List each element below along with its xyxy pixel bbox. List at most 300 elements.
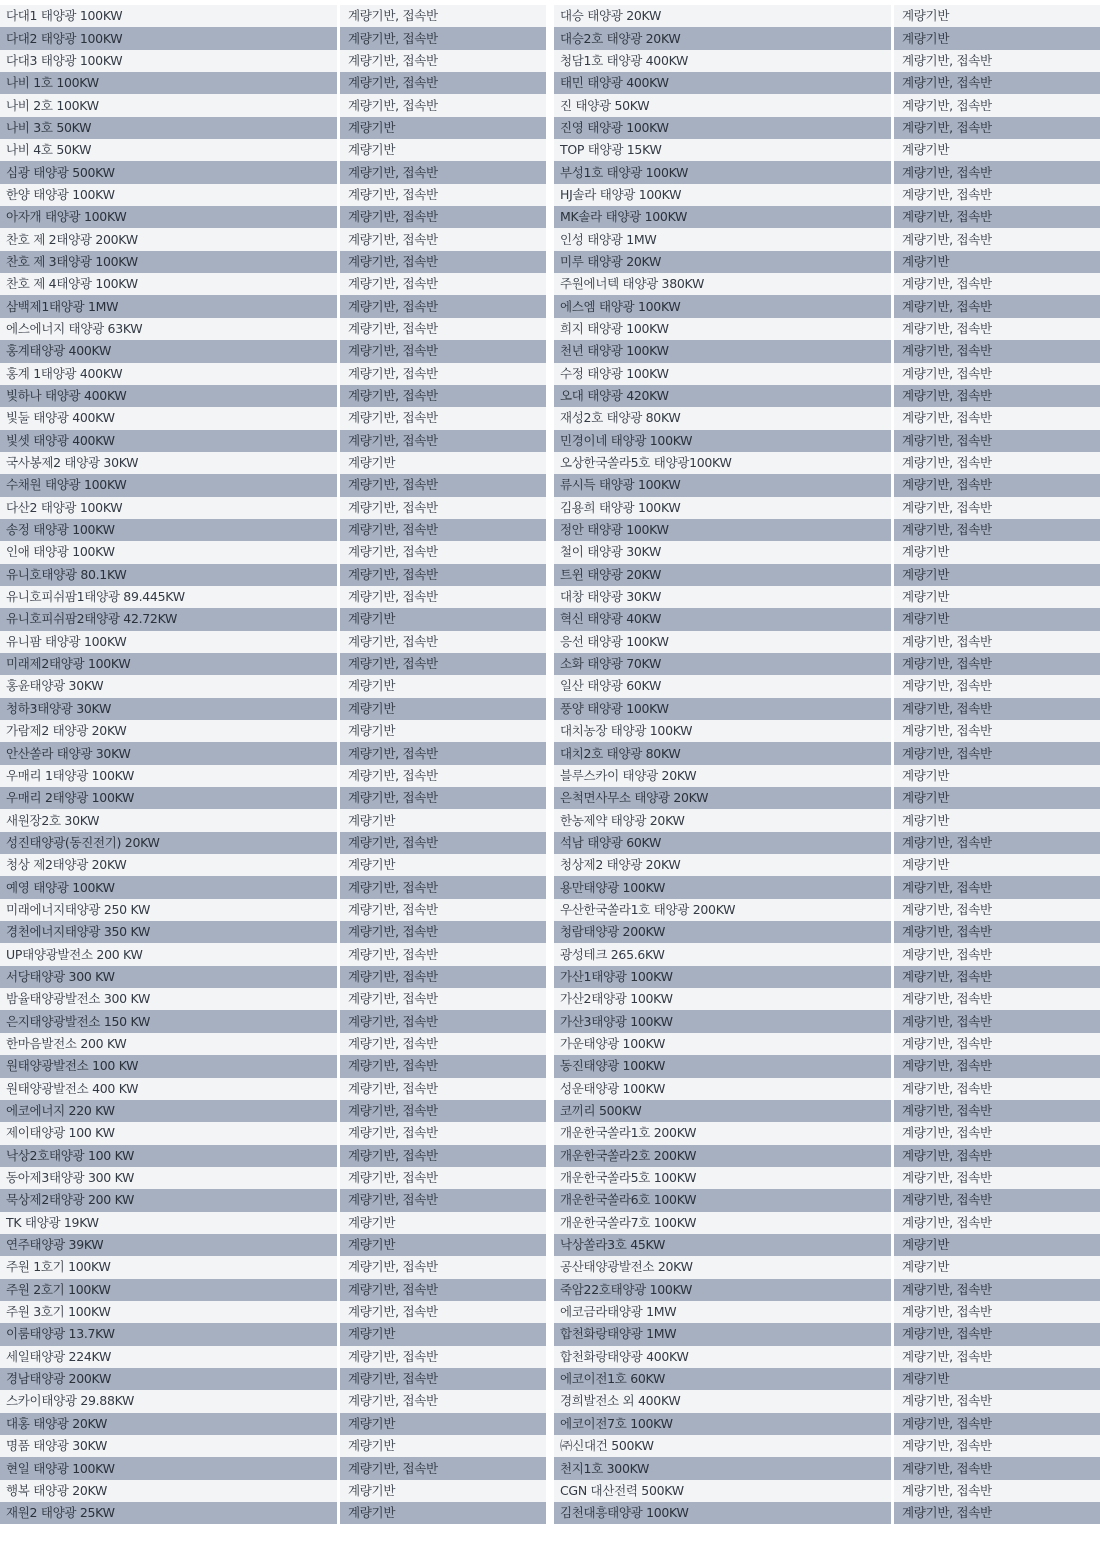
plant-name-cell: 스카이태양광 29.88KW xyxy=(0,1390,340,1412)
equipment-type-cell: 계량기반, 접속반 xyxy=(894,876,1100,898)
plant-name-cell: 개운한국쏠라7호 100KW xyxy=(554,1212,894,1234)
equipment-type-cell: 계량기반, 접속반 xyxy=(340,5,546,27)
equipment-type-cell: 계량기반, 접속반 xyxy=(894,1189,1100,1211)
table-row xyxy=(554,273,1100,295)
equipment-type-cell: 계량기반, 접속반 xyxy=(894,653,1100,675)
table-row xyxy=(0,586,546,608)
plant-name-cell: 청하3태양광 30KW xyxy=(0,698,340,720)
plant-name-cell: 수정 태양광 100KW xyxy=(554,363,894,385)
plant-name-cell: 원태양광발전소 100 KW xyxy=(0,1055,340,1077)
plant-name-cell: 경남태양광 200KW xyxy=(0,1368,340,1390)
equipment-type-cell: 계량기반 xyxy=(340,1480,546,1502)
equipment-type-cell: 계량기반, 접속반 xyxy=(340,586,546,608)
equipment-type-cell: 계량기반, 접속반 xyxy=(894,295,1100,317)
table-row xyxy=(554,430,1100,452)
equipment-type-cell: 계량기반 xyxy=(894,1256,1100,1278)
table-row xyxy=(0,1323,546,1345)
table-row xyxy=(554,608,1100,630)
equipment-type-cell: 계량기반, 접속반 xyxy=(340,385,546,407)
table-row xyxy=(0,295,546,317)
equipment-type-cell: 계량기반, 접속반 xyxy=(340,1279,546,1301)
table-row xyxy=(0,1368,546,1390)
plant-name-cell: 다산2 태양광 100KW xyxy=(0,497,340,519)
plant-name-cell: 가운태양광 100KW xyxy=(554,1033,894,1055)
equipment-type-cell: 계량기반, 접속반 xyxy=(894,1145,1100,1167)
plant-name-cell: 나비 4호 50KW xyxy=(0,139,340,161)
table-row xyxy=(554,1502,1100,1524)
plant-name-cell: 진영 태양광 100KW xyxy=(554,117,894,139)
table-row xyxy=(0,1256,546,1278)
equipment-type-cell: 계량기반, 접속반 xyxy=(340,787,546,809)
plant-name-cell: 미래에너지태양광 250 KW xyxy=(0,899,340,921)
equipment-type-cell: 계량기반, 접속반 xyxy=(340,1078,546,1100)
plant-name-cell: 천지1호 300KW xyxy=(554,1457,894,1479)
equipment-type-cell: 계량기반, 접속반 xyxy=(894,1212,1100,1234)
equipment-type-cell: 계량기반, 접속반 xyxy=(340,1301,546,1323)
plant-name-cell: 수채원 태양광 100KW xyxy=(0,474,340,496)
table-row xyxy=(554,675,1100,697)
table-row xyxy=(0,1390,546,1412)
plant-name-cell: 철이 태양광 30KW xyxy=(554,541,894,563)
equipment-type-cell: 계량기반, 접속반 xyxy=(894,1323,1100,1345)
table-row xyxy=(0,1145,546,1167)
table-row xyxy=(0,1234,546,1256)
table-row xyxy=(0,966,546,988)
plant-name-cell: 천년 태양광 100KW xyxy=(554,340,894,362)
equipment-type-cell: 계량기반 xyxy=(894,608,1100,630)
equipment-type-cell: 계량기반, 접속반 xyxy=(894,1346,1100,1368)
plant-name-cell: 찬호 제 3태양광 100KW xyxy=(0,251,340,273)
table-row xyxy=(554,876,1100,898)
plant-name-cell: 에스에너지 태양광 63KW xyxy=(0,318,340,340)
equipment-type-cell: 계량기반, 접속반 xyxy=(340,206,546,228)
table-row xyxy=(0,787,546,809)
table-row xyxy=(554,1033,1100,1055)
table-row xyxy=(554,1279,1100,1301)
plant-name-cell: 현일 태양광 100KW xyxy=(0,1457,340,1479)
plant-name-cell: 미래제2태양광 100KW xyxy=(0,653,340,675)
table-row xyxy=(554,832,1100,854)
equipment-type-cell: 계량기반 xyxy=(894,765,1100,787)
equipment-type-cell: 계량기반, 접속반 xyxy=(340,27,546,49)
table-row xyxy=(0,385,546,407)
plant-name-cell: 일산 태양광 60KW xyxy=(554,675,894,697)
equipment-type-cell: 계량기반, 접속반 xyxy=(340,72,546,94)
plant-name-cell: 묵상제2태양광 200 KW xyxy=(0,1189,340,1211)
plant-name-cell: 김천대흥태양광 100KW xyxy=(554,1502,894,1524)
equipment-type-cell: 계량기반, 접속반 xyxy=(340,1256,546,1278)
equipment-type-cell: 계량기반 xyxy=(340,1413,546,1435)
table-row xyxy=(554,631,1100,653)
plant-name-cell: 미루 태양광 20KW xyxy=(554,251,894,273)
equipment-type-cell: 계량기반, 접속반 xyxy=(340,832,546,854)
equipment-type-cell: 계량기반, 접속반 xyxy=(894,1100,1100,1122)
equipment-type-cell: 계량기반 xyxy=(894,1234,1100,1256)
table-row xyxy=(554,1435,1100,1457)
table-row xyxy=(0,117,546,139)
plant-name-cell: 가산3태양광 100KW xyxy=(554,1010,894,1032)
equipment-type-cell: 계량기반, 접속반 xyxy=(340,988,546,1010)
table-row xyxy=(554,1078,1100,1100)
equipment-type-cell: 계량기반, 접속반 xyxy=(894,1301,1100,1323)
table-row xyxy=(0,497,546,519)
table-row xyxy=(554,541,1100,563)
plant-name-cell: 경희발전소 외 400KW xyxy=(554,1390,894,1412)
left-table-body xyxy=(0,5,546,1524)
plant-name-cell: 청람태양광 200KW xyxy=(554,921,894,943)
table-row xyxy=(554,1323,1100,1345)
plant-name-cell: 성운태양광 100KW xyxy=(554,1078,894,1100)
plant-name-cell: CGN 대산전력 500KW xyxy=(554,1480,894,1502)
table-row xyxy=(0,50,546,72)
table-row xyxy=(0,206,546,228)
plant-name-cell: 김용희 태양광 100KW xyxy=(554,497,894,519)
table-row xyxy=(554,161,1100,183)
table-row xyxy=(554,318,1100,340)
equipment-type-cell: 계량기반, 접속반 xyxy=(894,117,1100,139)
equipment-type-cell: 계량기반, 접속반 xyxy=(894,273,1100,295)
equipment-type-cell: 계량기반 xyxy=(894,5,1100,27)
equipment-type-cell: 계량기반, 접속반 xyxy=(894,1502,1100,1524)
plant-name-cell: 홍계 1태양광 400KW xyxy=(0,363,340,385)
table-row xyxy=(554,94,1100,116)
table-row xyxy=(0,474,546,496)
table-row xyxy=(554,295,1100,317)
plant-name-cell: 개운한국쏠라1호 200KW xyxy=(554,1122,894,1144)
plant-name-cell: 경천에너지태양광 350 KW xyxy=(0,921,340,943)
table-row xyxy=(0,1189,546,1211)
plant-name-cell: 행복 태양광 20KW xyxy=(0,1480,340,1502)
equipment-type-cell: 계량기반 xyxy=(894,251,1100,273)
table-row xyxy=(0,698,546,720)
equipment-type-cell: 계량기반, 접속반 xyxy=(340,340,546,362)
equipment-type-cell: 계량기반, 접속반 xyxy=(894,1457,1100,1479)
plant-name-cell: 용만태양광 100KW xyxy=(554,876,894,898)
plant-name-cell: 다대2 태양광 100KW xyxy=(0,27,340,49)
table-row xyxy=(554,228,1100,250)
table-row xyxy=(0,27,546,49)
plant-name-cell: 주원 1호기 100KW xyxy=(0,1256,340,1278)
plant-name-cell: 밤율태양광발전소 300 KW xyxy=(0,988,340,1010)
equipment-type-cell: 계량기반, 접속반 xyxy=(340,1010,546,1032)
table-row xyxy=(0,228,546,250)
plant-name-cell: 홍계태양광 400KW xyxy=(0,340,340,362)
equipment-type-cell: 계량기반, 접속반 xyxy=(894,832,1100,854)
equipment-type-cell: 계량기반, 접속반 xyxy=(894,94,1100,116)
plant-name-cell: 원태양광발전소 400 KW xyxy=(0,1078,340,1100)
equipment-type-cell: 계량기반, 접속반 xyxy=(340,1122,546,1144)
equipment-type-cell: 계량기반, 접속반 xyxy=(340,363,546,385)
equipment-type-cell: 계량기반 xyxy=(894,541,1100,563)
table-row xyxy=(0,1279,546,1301)
equipment-type-cell: 계량기반, 접속반 xyxy=(340,1457,546,1479)
plant-name-cell: 에스엠 태양광 100KW xyxy=(554,295,894,317)
table-row xyxy=(554,720,1100,742)
equipment-type-cell: 계량기반, 접속반 xyxy=(340,1055,546,1077)
plant-name-cell: 유니호피쉬팜2태양광 42.72KW xyxy=(0,608,340,630)
table-row xyxy=(0,720,546,742)
table-row xyxy=(554,1301,1100,1323)
equipment-type-cell: 계량기반, 접속반 xyxy=(340,94,546,116)
table-row xyxy=(554,474,1100,496)
equipment-type-cell: 계량기반 xyxy=(894,1368,1100,1390)
plant-name-cell: TOP 태양광 15KW xyxy=(554,139,894,161)
equipment-type-cell: 계량기반 xyxy=(894,564,1100,586)
plant-name-cell: 아자개 태양광 100KW xyxy=(0,206,340,228)
table-row xyxy=(554,1100,1100,1122)
plant-name-cell: 오대 태양광 420KW xyxy=(554,385,894,407)
plant-name-cell: 대치농장 태양광 100KW xyxy=(554,720,894,742)
equipment-type-cell: 계량기반, 접속반 xyxy=(340,474,546,496)
table-row xyxy=(0,1212,546,1234)
equipment-type-cell: 계량기반, 접속반 xyxy=(894,1033,1100,1055)
equipment-type-cell: 계량기반 xyxy=(340,1502,546,1524)
equipment-type-cell: 계량기반, 접속반 xyxy=(894,452,1100,474)
table-row xyxy=(0,653,546,675)
table-row xyxy=(554,206,1100,228)
table-row xyxy=(554,1390,1100,1412)
plant-name-cell: 한양 태양광 100KW xyxy=(0,184,340,206)
table-row xyxy=(554,139,1100,161)
table-row xyxy=(0,675,546,697)
equipment-type-cell: 계량기반, 접속반 xyxy=(340,631,546,653)
equipment-type-cell: 계량기반, 접속반 xyxy=(340,742,546,764)
plant-name-cell: 삼백제1태양광 1MW xyxy=(0,295,340,317)
table-row xyxy=(0,1480,546,1502)
plant-name-cell: 연주태양광 39KW xyxy=(0,1234,340,1256)
table-row xyxy=(0,72,546,94)
plant-name-cell: 대승 태양광 20KW xyxy=(554,5,894,27)
table-row xyxy=(0,1435,546,1457)
equipment-type-cell: 계량기반, 접속반 xyxy=(340,966,546,988)
plant-name-cell: 진 태양광 50KW xyxy=(554,94,894,116)
plant-name-cell: 합천화랑태양광 1MW xyxy=(554,1323,894,1345)
plant-name-cell: 안산쏠라 태양광 30KW xyxy=(0,742,340,764)
plant-name-cell: TK 태양광 19KW xyxy=(0,1212,340,1234)
equipment-type-cell: 계량기반, 접속반 xyxy=(894,519,1100,541)
plant-name-cell: 가산1태양광 100KW xyxy=(554,966,894,988)
equipment-type-cell: 계량기반, 접속반 xyxy=(340,765,546,787)
table-row xyxy=(0,5,546,27)
equipment-type-cell: 계량기반, 접속반 xyxy=(894,1055,1100,1077)
plant-name-cell: HJ솔라 태양광 100KW xyxy=(554,184,894,206)
equipment-type-cell: 계량기반, 접속반 xyxy=(894,430,1100,452)
plant-name-cell: 유니호태양광 80.1KW xyxy=(0,564,340,586)
table-row xyxy=(554,385,1100,407)
equipment-type-cell: 계량기반, 접속반 xyxy=(894,1390,1100,1412)
equipment-type-cell: 계량기반, 접속반 xyxy=(340,1368,546,1390)
equipment-type-cell: 계량기반, 접속반 xyxy=(340,519,546,541)
table-row xyxy=(554,1234,1100,1256)
equipment-type-cell: 계량기반 xyxy=(340,720,546,742)
equipment-type-cell: 계량기반, 접속반 xyxy=(894,988,1100,1010)
plant-name-cell: 한마음발전소 200 KW xyxy=(0,1033,340,1055)
table-row xyxy=(0,765,546,787)
equipment-type-cell: 계량기반, 접속반 xyxy=(340,273,546,295)
table-row xyxy=(554,1010,1100,1032)
plant-name-cell: 동아제3태양광 300 KW xyxy=(0,1167,340,1189)
table-row xyxy=(554,899,1100,921)
equipment-type-cell: 계량기반, 접속반 xyxy=(340,430,546,452)
table-row xyxy=(0,251,546,273)
equipment-type-cell: 계량기반, 접속반 xyxy=(894,966,1100,988)
left-table xyxy=(0,5,546,1524)
equipment-type-cell: 계량기반, 접속반 xyxy=(340,497,546,519)
plant-name-cell: 에코금라태양광 1MW xyxy=(554,1301,894,1323)
equipment-type-cell: 계량기반, 접속반 xyxy=(340,407,546,429)
equipment-type-cell: 계량기반, 접속반 xyxy=(340,564,546,586)
table-row xyxy=(0,1122,546,1144)
plant-name-cell: 나비 1호 100KW xyxy=(0,72,340,94)
equipment-type-cell: 계량기반, 접속반 xyxy=(894,631,1100,653)
table-row xyxy=(554,1212,1100,1234)
table-row xyxy=(554,72,1100,94)
table-row xyxy=(554,564,1100,586)
equipment-type-cell: 계량기반 xyxy=(340,139,546,161)
equipment-type-cell: 계량기반, 접속반 xyxy=(340,50,546,72)
table-row xyxy=(0,541,546,563)
table-row xyxy=(0,1413,546,1435)
plant-name-cell: 주원 3호기 100KW xyxy=(0,1301,340,1323)
plant-name-cell: 재성2호 태양광 80KW xyxy=(554,407,894,429)
table-row xyxy=(554,1145,1100,1167)
plant-name-cell: 코끼리 500KW xyxy=(554,1100,894,1122)
equipment-type-cell: 계량기반, 접속반 xyxy=(894,184,1100,206)
table-row xyxy=(0,94,546,116)
plant-name-cell: 우매리 1태양광 100KW xyxy=(0,765,340,787)
equipment-type-cell: 계량기반, 접속반 xyxy=(894,1010,1100,1032)
equipment-type-cell: 계량기반 xyxy=(894,787,1100,809)
table-row xyxy=(554,251,1100,273)
table-row xyxy=(0,988,546,1010)
table-row xyxy=(554,27,1100,49)
equipment-type-cell: 계량기반, 접속반 xyxy=(894,1435,1100,1457)
equipment-type-cell: 계량기반 xyxy=(340,675,546,697)
table-row xyxy=(554,1346,1100,1368)
equipment-type-cell: 계량기반, 접속반 xyxy=(340,1390,546,1412)
equipment-type-cell: 계량기반 xyxy=(340,1435,546,1457)
table-row xyxy=(554,519,1100,541)
plant-name-cell: 제이태양광 100 KW xyxy=(0,1122,340,1144)
equipment-type-cell: 계량기반 xyxy=(340,854,546,876)
table-row xyxy=(554,1368,1100,1390)
plant-name-cell: 한농제약 태양광 20KW xyxy=(554,809,894,831)
installation-list xyxy=(0,5,1100,1525)
table-row xyxy=(0,340,546,362)
plant-name-cell: 홍윤태양광 30KW xyxy=(0,675,340,697)
equipment-type-cell: 계량기반 xyxy=(340,452,546,474)
table-row xyxy=(554,809,1100,831)
plant-name-cell: 청상제2 태양광 20KW xyxy=(554,854,894,876)
table-row xyxy=(0,1100,546,1122)
table-row xyxy=(0,273,546,295)
equipment-type-cell: 계량기반, 접속반 xyxy=(894,161,1100,183)
plant-name-cell: 죽암22호태양광 100KW xyxy=(554,1279,894,1301)
plant-name-cell: 부성1호 태양광 100KW xyxy=(554,161,894,183)
equipment-type-cell: 계량기반, 접속반 xyxy=(894,497,1100,519)
equipment-type-cell: 계량기반 xyxy=(340,1234,546,1256)
equipment-type-cell: 계량기반 xyxy=(340,608,546,630)
equipment-type-cell: 계량기반, 접속반 xyxy=(894,943,1100,965)
plant-name-cell: 합천화랑태양광 400KW xyxy=(554,1346,894,1368)
table-row xyxy=(554,1122,1100,1144)
plant-name-cell: 주원 2호기 100KW xyxy=(0,1279,340,1301)
plant-name-cell: 대승2호 태양광 20KW xyxy=(554,27,894,49)
table-row xyxy=(554,1055,1100,1077)
table-row xyxy=(0,1301,546,1323)
table-row xyxy=(0,430,546,452)
equipment-type-cell: 계량기반, 접속반 xyxy=(894,72,1100,94)
equipment-type-cell: 계량기반, 접속반 xyxy=(340,228,546,250)
table-row xyxy=(554,5,1100,27)
equipment-type-cell: 계량기반, 접속반 xyxy=(340,541,546,563)
equipment-type-cell: 계량기반, 접속반 xyxy=(340,1167,546,1189)
plant-name-cell: 개운한국쏠라5호 100KW xyxy=(554,1167,894,1189)
table-row xyxy=(554,407,1100,429)
equipment-type-cell: 계량기반, 접속반 xyxy=(894,1413,1100,1435)
table-row xyxy=(0,631,546,653)
equipment-type-cell: 계량기반 xyxy=(340,809,546,831)
plant-name-cell: 낙상2호태양광 100 KW xyxy=(0,1145,340,1167)
table-row xyxy=(554,921,1100,943)
equipment-type-cell: 계량기반, 접속반 xyxy=(894,206,1100,228)
plant-name-cell: 서당태양광 300 KW xyxy=(0,966,340,988)
table-row xyxy=(554,988,1100,1010)
plant-name-cell: 재원2 태양광 25KW xyxy=(0,1502,340,1524)
plant-name-cell: 풍양 태양광 100KW xyxy=(554,698,894,720)
equipment-type-cell: 계량기반, 접속반 xyxy=(894,1078,1100,1100)
equipment-type-cell: 계량기반, 접속반 xyxy=(340,1033,546,1055)
table-row xyxy=(554,50,1100,72)
table-row xyxy=(0,876,546,898)
table-row xyxy=(554,1457,1100,1479)
equipment-type-cell: 계량기반, 접속반 xyxy=(340,653,546,675)
plant-name-cell: 다대1 태양광 100KW xyxy=(0,5,340,27)
table-row xyxy=(554,1413,1100,1435)
table-row xyxy=(554,943,1100,965)
table-row xyxy=(0,1346,546,1368)
equipment-type-cell: 계량기반 xyxy=(894,139,1100,161)
equipment-type-cell: 계량기반, 접속반 xyxy=(894,899,1100,921)
equipment-type-cell: 계량기반, 접속반 xyxy=(894,340,1100,362)
table-row xyxy=(554,854,1100,876)
equipment-type-cell: 계량기반, 접속반 xyxy=(894,228,1100,250)
equipment-type-cell: 계량기반 xyxy=(340,698,546,720)
plant-name-cell: 혁신 태양광 40KW xyxy=(554,608,894,630)
table-row xyxy=(0,742,546,764)
table-row xyxy=(0,1457,546,1479)
plant-name-cell: 유니호피쉬팜1태양광 89.445KW xyxy=(0,586,340,608)
plant-name-cell: 은지태양광발전소 150 KW xyxy=(0,1010,340,1032)
table-row xyxy=(554,765,1100,787)
plant-name-cell: 대치2호 태양광 80KW xyxy=(554,742,894,764)
equipment-type-cell: 계량기반, 접속반 xyxy=(894,1167,1100,1189)
table-row xyxy=(554,1189,1100,1211)
plant-name-cell: MK솔라 태양광 100KW xyxy=(554,206,894,228)
equipment-type-cell: 계량기반, 접속반 xyxy=(894,720,1100,742)
table-row xyxy=(0,1010,546,1032)
plant-name-cell: 낙상쏠라3호 45KW xyxy=(554,1234,894,1256)
table-row xyxy=(0,809,546,831)
table-row xyxy=(554,586,1100,608)
plant-name-cell: 다대3 태양광 100KW xyxy=(0,50,340,72)
equipment-type-cell: 계량기반, 접속반 xyxy=(340,943,546,965)
equipment-type-cell: 계량기반, 접속반 xyxy=(340,184,546,206)
plant-name-cell: 가산2태양광 100KW xyxy=(554,988,894,1010)
plant-name-cell: 빛둘 태양광 400KW xyxy=(0,407,340,429)
plant-name-cell: 공산태양광발전소 20KW xyxy=(554,1256,894,1278)
plant-name-cell: 개운한국쏠라6호 100KW xyxy=(554,1189,894,1211)
